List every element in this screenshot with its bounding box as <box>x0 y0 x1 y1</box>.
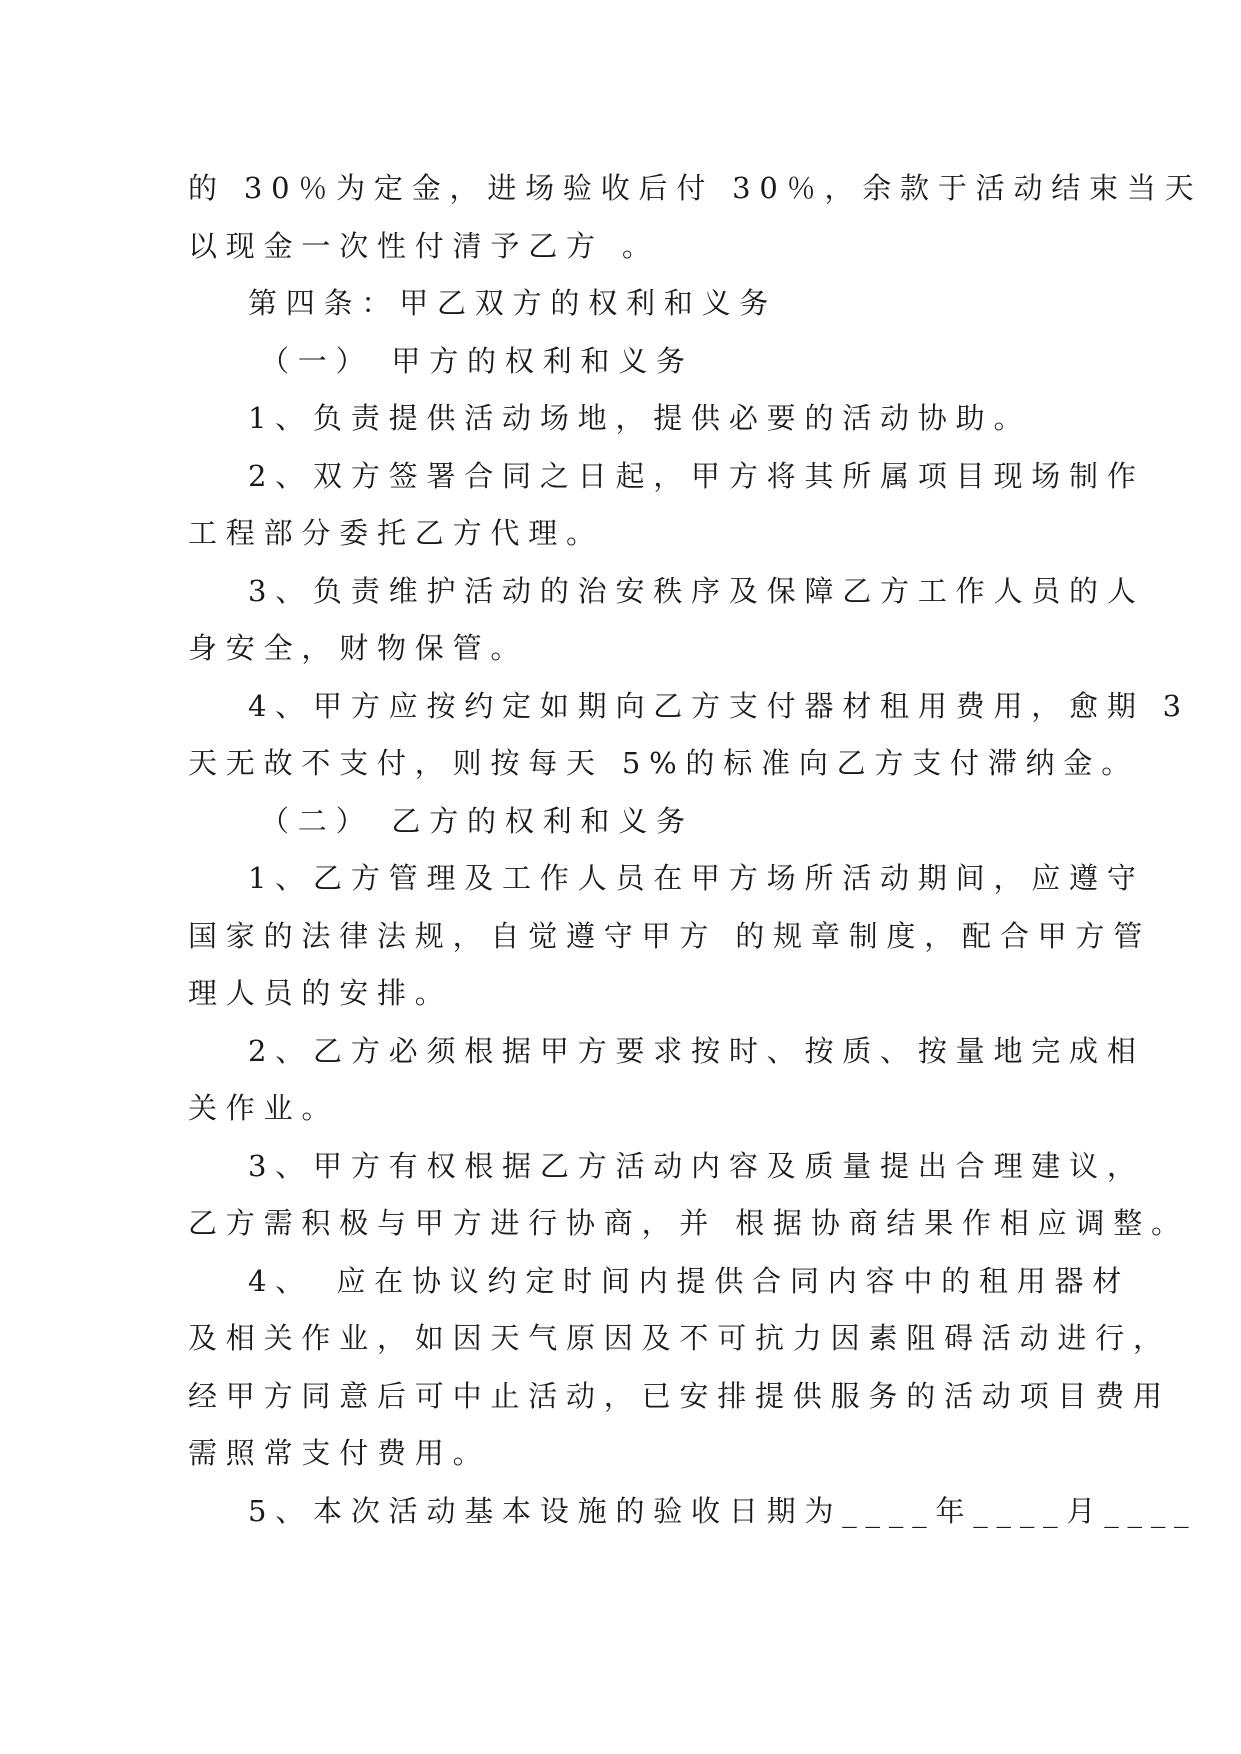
list-item: 1、负责提供活动场地，提供必要的活动协助。 <box>248 401 1032 435</box>
list-item: 2、乙方必须根据甲方要求按时、按质、按量地完成相 <box>248 1033 1145 1068</box>
paragraph-line: 需照常支付费用。 <box>188 1436 491 1470</box>
paragraph-line: 理人员的安排。 <box>188 976 453 1010</box>
paragraph-line: 乙方需积极与甲方进行协商，并 根据协商结果作相应调整。 <box>188 1206 1189 1240</box>
article-heading: 第四条：甲乙双方的权利和义务 <box>248 286 778 320</box>
section-heading: （一） 甲方的权利和义务 <box>260 343 694 378</box>
list-item: 3、甲方有权根据乙方活动内容及质量提出合理建议， <box>248 1148 1145 1183</box>
section-heading: （二） 乙方的权利和义务 <box>260 803 694 838</box>
paragraph-line: 天无故不支付，则按每天 5%的标准向乙方支付滞纳金。 <box>188 746 1140 780</box>
list-item: 4、甲方应按约定如期向乙方支付器材租用费用，愈期 3 <box>248 688 1190 723</box>
list-item: 1、乙方管理及工作人员在甲方场所活动期间，应遵守 <box>248 861 1145 895</box>
list-item: 3、负责维护活动的治安秩序及保障乙方工作人员的人 <box>248 573 1145 608</box>
list-item: 2、双方签署合同之日起，甲方将其所属项目现场制作 <box>248 458 1145 493</box>
paragraph-line: 及相关作业，如因天气原因及不可抗力因素阻碍活动进行， <box>188 1321 1171 1355</box>
list-item: 4、 应在协议约定时间内提供合同内容中的租用器材 <box>248 1263 1131 1298</box>
document-page <box>188 160 1203 1540</box>
paragraph-line: 经甲方同意后可中止活动，已安排提供服务的活动项目费用 <box>188 1378 1171 1413</box>
paragraph-line: 以现金一次性付清予乙方 。 <box>188 228 660 263</box>
list-item: 5、本次活动基本设施的验收日期为____年____月____ <box>248 1493 1198 1528</box>
paragraph-line: 工程部分委托乙方代理。 <box>188 516 604 550</box>
paragraph-line: 国家的法律法规，自觉遵守甲方 的规章制度，配合甲方管 <box>188 918 1152 953</box>
paragraph-line: 关作业。 <box>188 1091 340 1125</box>
paragraph-line: 的 30％为定金，进场验收后付 30％，余款于活动结束当天 <box>188 171 1203 205</box>
paragraph-line: 身安全，财物保管。 <box>188 631 529 665</box>
